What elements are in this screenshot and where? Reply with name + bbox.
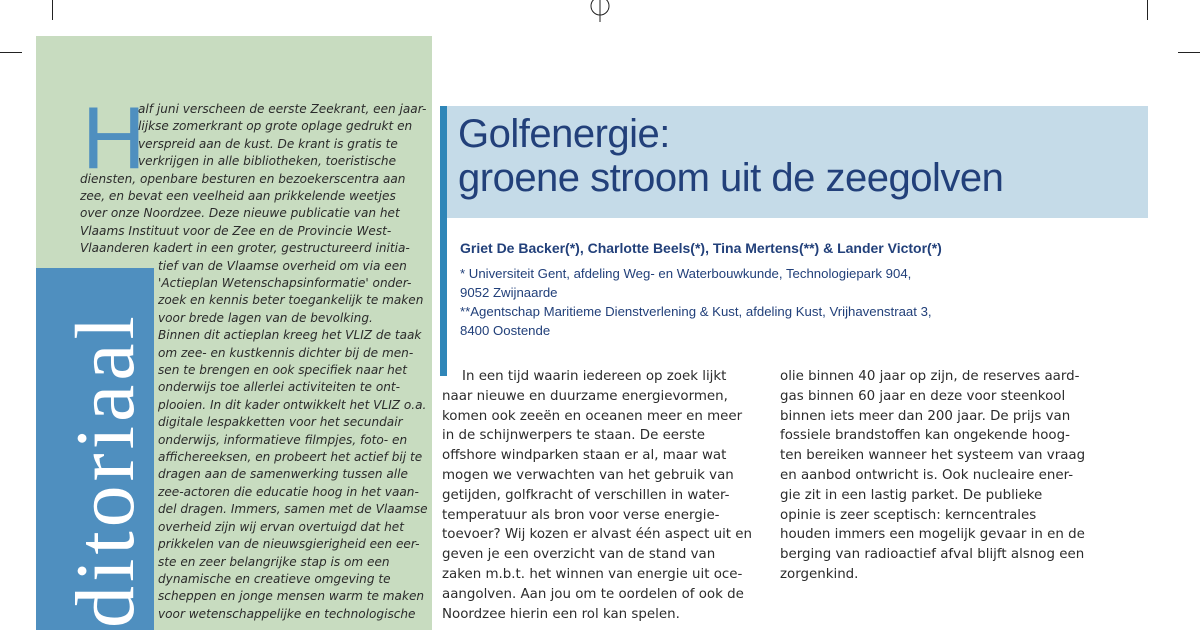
editorial-line: overheid zijn wij ervan overtuigd dat het [158,519,404,534]
body-line: binnen iets meer dan 200 jaar. De prijs van [780,408,1071,424]
editorial-line: scheppen en jonge mensen warm te maken [158,589,425,604]
editorial-vertical-label: ditoriaal [59,312,152,628]
affiliation-line: * Universiteit Gent, afdeling Weg- en Waterbouwkunde, Technologiepark 904, [460,266,912,281]
editorial-line: prikkelen van de nieuwsgierigheid een eer- [158,537,420,552]
editorial-line: Vlaanderen kadert in een groter, gestructureerd initia- [80,241,410,256]
body-line: in de schijnwerpers te staan. De eerste [442,428,706,444]
editorial-line: voor wetenschappelijke en technologische [158,606,416,621]
editorial-line: dragen aan de samenwerking tussen alle [158,467,408,482]
editorial-line: tief van de Vlaamse overheid om via een [158,258,407,273]
body-line: temperatuur als bron voor verse energie- [442,507,720,523]
title-line: Golfenergie: [458,112,670,156]
editorial-line: verspreid aan de kust. De krant is gratis te [138,136,398,151]
editorial-line: Vlaams Instituut voor de Zee en de Provincie West- [80,223,392,238]
editorial-text-top [138,101,426,171]
body-line: zaken m.b.t. het winnen van energie uit oce- [442,566,743,582]
body-line: berging van radioactief afval blijft alsnog een [780,547,1085,563]
body-line: gas binnen 60 jaar en deze voor steenkool [780,388,1066,404]
body-line: toevoer? Wij kozen er alvast één aspect uit en [442,527,753,543]
affiliations [460,264,932,340]
body-line: aangolven. Aan jou om te oordelen of ook de [442,586,744,602]
editorial-line: zee-actoren die educatie hoog in het vaan- [158,484,419,499]
crop-mark [52,0,53,20]
body-line: offshore windparken staan er al, maar wat [442,448,727,464]
article-column-2 [780,367,1085,585]
body-line: zorgenkind. [780,566,859,582]
body-line: olie binnen 40 jaar op zijn, de reserves aard- [780,369,1080,384]
body-line: geven je een overzicht van de stand van [442,547,716,563]
body-line: en aanbod ontwricht is. Ook nucleaire ener- [780,467,1074,483]
affiliation-line: **Agentschap Maritieme Dienstverlening & Kust, afdeling Kust, Vrijhavenstraat 3, [460,304,932,319]
editorial-line: verkrijgen in alle bibliotheken, toeristische [138,154,397,169]
editorial-line: over onze Noordzee. Deze nieuwe publicatie van het [80,206,400,221]
affiliation-line: 8400 Oostende [460,323,551,338]
editorial-line: zee, en bevat een veelheid aan prikkelende weetjes [80,189,396,203]
editorial-line: diensten, openbare besturen en bezoekerscentra aan [80,171,406,186]
body-line: fossiele brandstoffen kan ongekende hoog- [780,428,1070,444]
body-line: In een tijd waarin iedereen op zoek lijkt [462,369,727,384]
body-line: naar nieuwe en duurzame energievormen, [442,388,728,404]
body-line: getijden, golfkracht of verschillen in water- [442,487,730,503]
crop-mark [0,52,22,53]
editorial-line: plooien. In dit kader ontwikkelt het VLIZ o.a. [158,397,427,412]
article-column-1 [442,367,752,624]
editorial-line: del dragen. Immers, samen met de Vlaamse [158,502,428,517]
title-accent-bar [440,106,447,376]
editorial-line: lijkse zomerkrant op grote oplage gedrukt en [138,119,413,134]
editorial-text-bottom [158,258,428,624]
affiliation-line: 9052 Zwijnaarde [460,285,558,300]
body-line: mogen we verwachten van het gebruik van [442,467,734,483]
body-line: Noordzee hierin een rol kan spelen. [442,606,680,622]
editorial-line: zoek en kennis beter toegankelijk te maken [158,293,424,308]
editorial-line: om zee- en kustkennis dichter bij de men- [158,345,414,360]
editorial-line: onderwijs toe allerlei activiteiten te ont- [158,380,400,395]
editorial-line: voor brede lagen van de bevolking. [158,310,373,325]
drop-cap: H [82,88,146,187]
editorial-line: dynamische en creatieve omgeving te [158,571,391,586]
body-line: houden immers een mogelijk gevaar in en de [780,527,1085,543]
title-line: groene stroom uit de zeegolven [458,156,1004,200]
body-line: opinie is zeer sceptisch: kerncentrales [780,507,1037,523]
author-list: Griet De Backer(*), Charlotte Beels(*), Tina Mertens(**) & Lander Victor(*) [460,240,942,256]
editorial-line: onderwijs, informatieve filmpjes, foto- en [158,432,408,447]
editorial-text-wide [80,171,410,258]
editorial-line: affichereeksen, en probeert het actief bij te [158,450,423,465]
editorial-line: digitale lespakketten voor het secundair [158,415,403,430]
body-line: ten bereiken wanneer het systeem van vraag [780,448,1086,464]
article-title [458,112,1003,200]
body-line: gie zit in een lastig parket. De publieke [780,487,1043,503]
crop-mark [1178,52,1200,53]
registration-mark-icon [586,0,614,22]
body-line: komen ook zeeën en oceanen meer en meer [442,408,743,424]
editorial-line: sen te brengen en ook specifiek naar het [158,363,407,378]
editorial-line: alf juni verscheen de eerste Zeekrant, een jaar- [138,102,427,116]
crop-mark [1147,0,1148,20]
editorial-line: 'Actieplan Wetenschapsinformatie' onder- [158,276,412,290]
editorial-line: Binnen dit actieplan kreeg het VLIZ de taak [158,328,422,343]
editorial-line: ste en zeer belangrijke stap is om een [158,554,390,569]
